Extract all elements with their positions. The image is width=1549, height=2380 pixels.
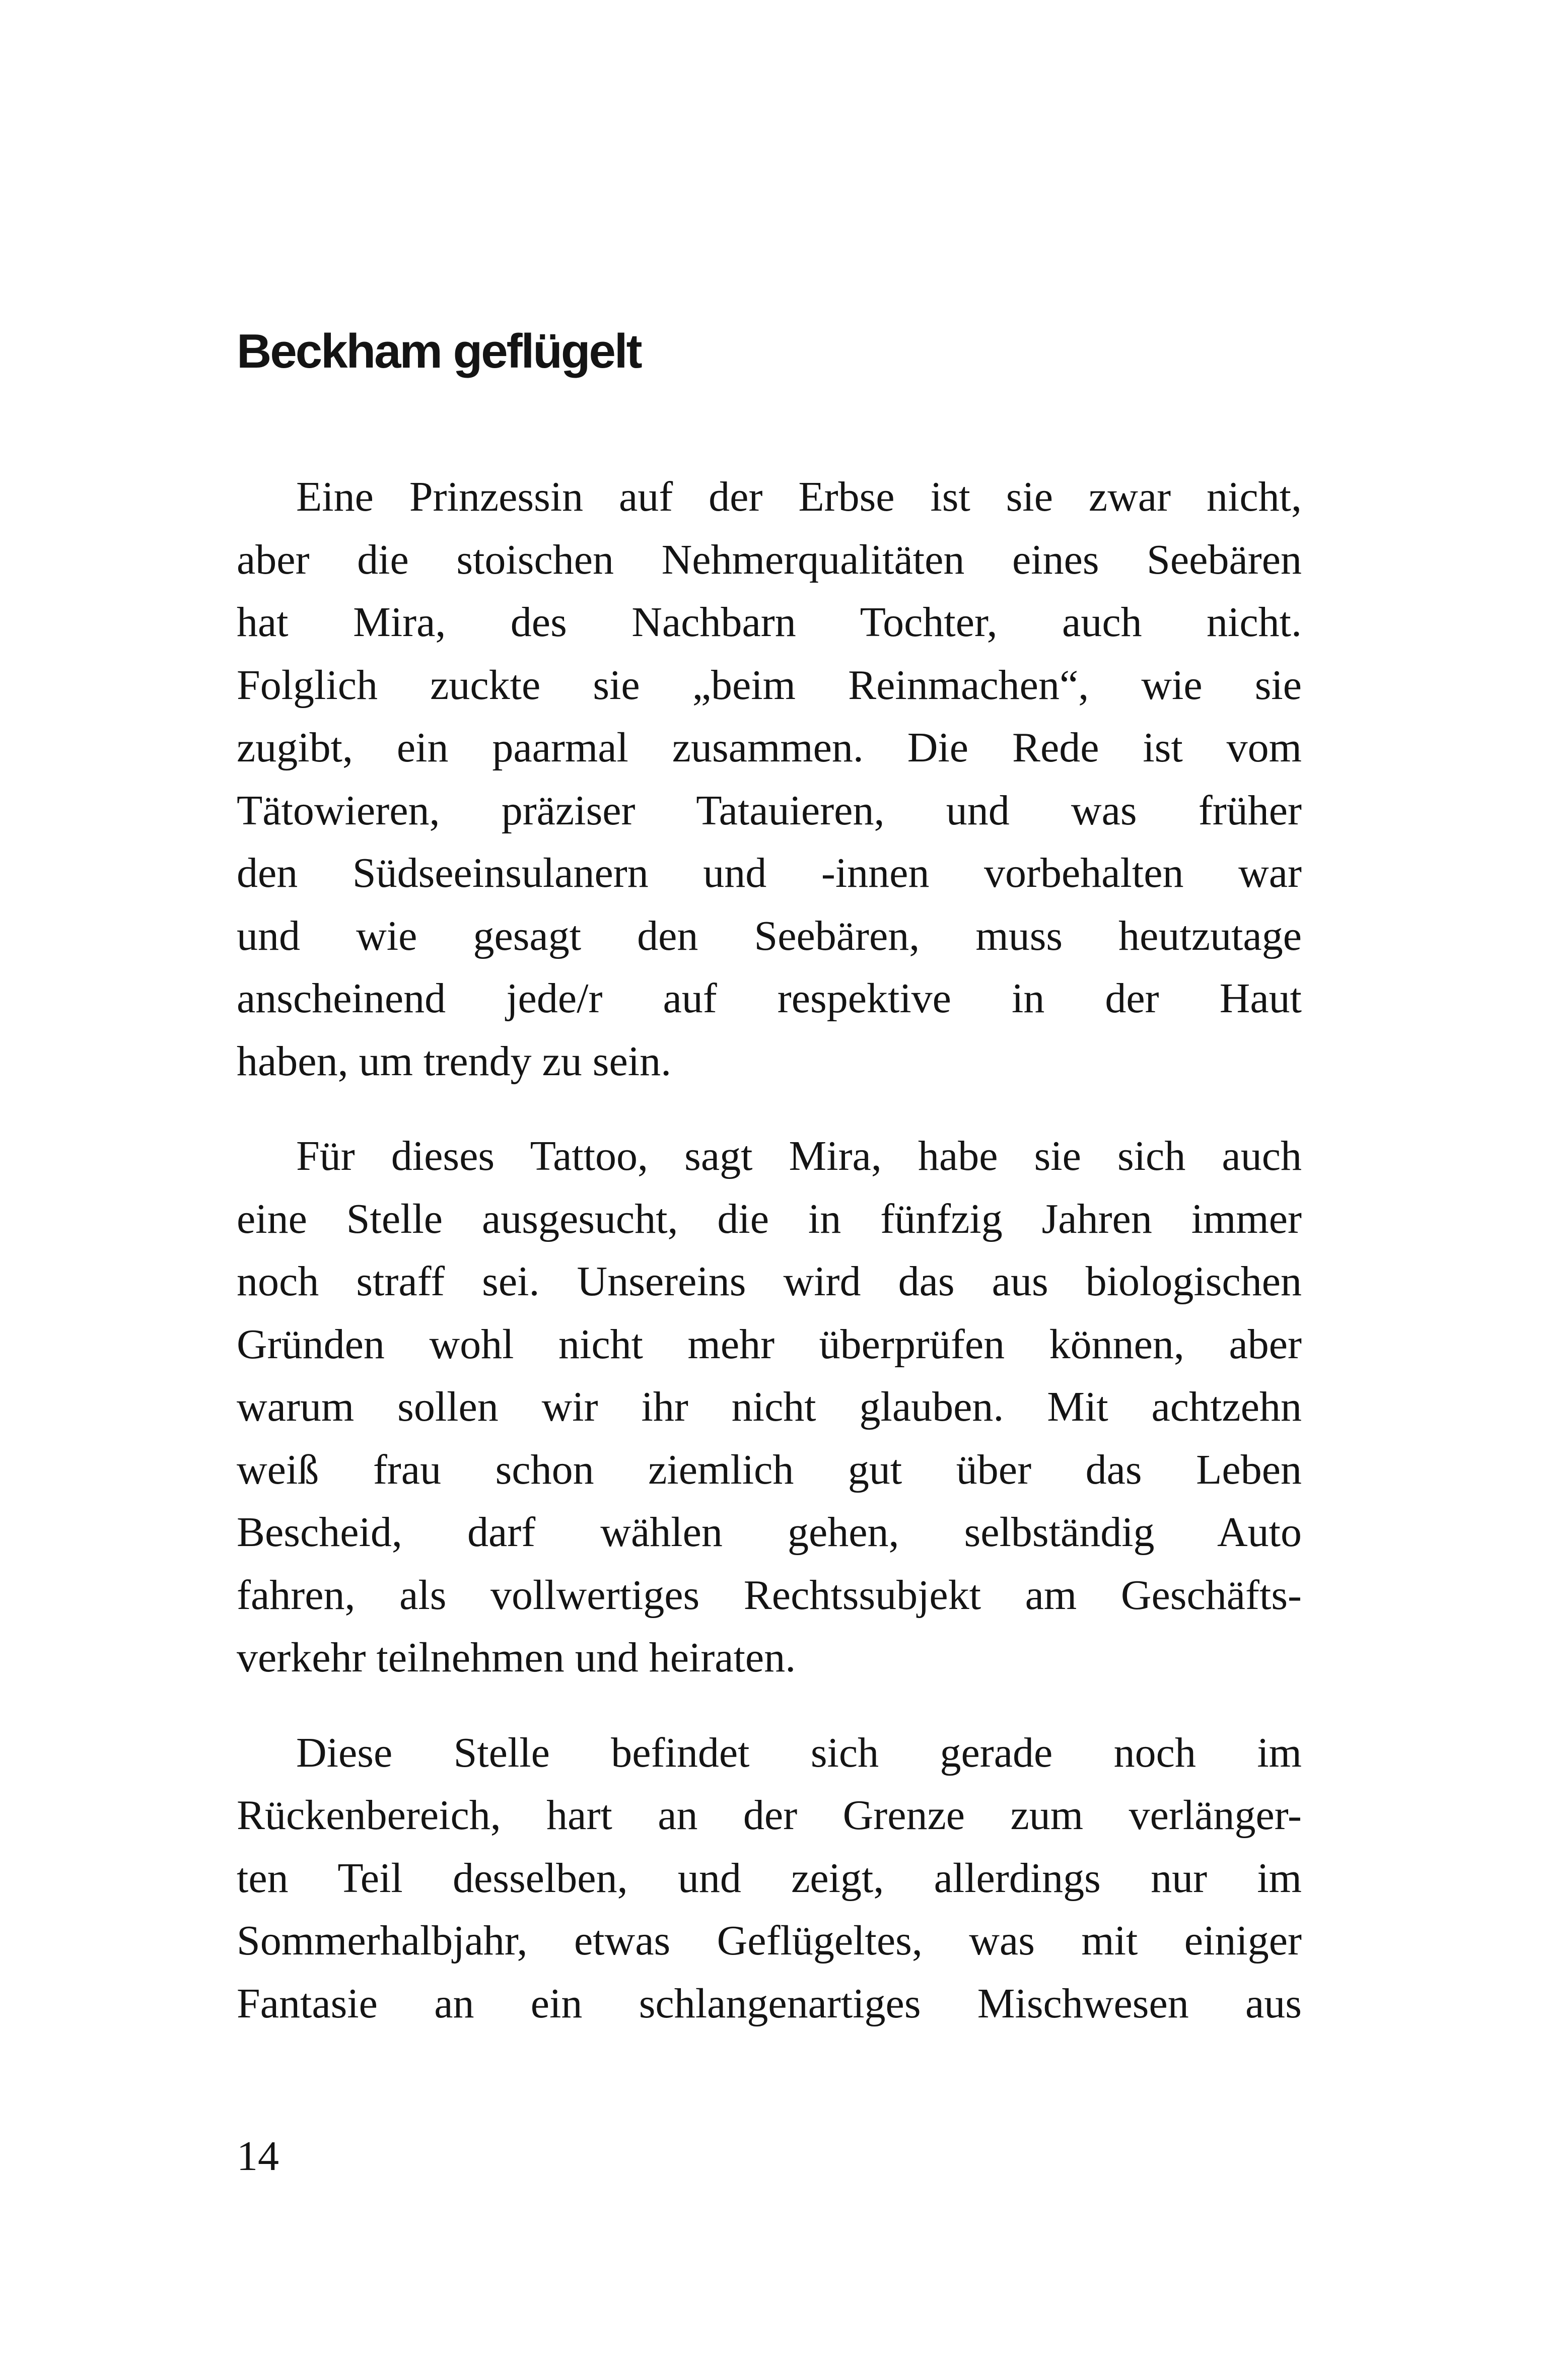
text-line: Eine Prinzessin auf der Erbse ist sie zwar nicht, <box>296 473 1302 520</box>
text-line: hat Mira, des Nachbarn Tochter, auch nicht. <box>237 599 1302 646</box>
text-line: und wie gesagt den Seebären, muss heutzutage <box>237 912 1302 959</box>
text-line: haben, um trendy zu sein. <box>237 1037 672 1085</box>
text-line: eine Stelle ausgesucht, die in fünfzig Jahren immer <box>237 1195 1302 1242</box>
text-line: fahren, als vollwertiges Rechtssubjekt am Geschäfts- <box>237 1571 1302 1619</box>
text-line: Sommerhalbjahr, etwas Geflügeltes, was mit einiger <box>237 1917 1302 1964</box>
text-line: Gründen wohl nicht mehr überprüfen können, aber <box>237 1320 1302 1368</box>
text-line: Rückenbereich, hart an der Grenze zum verlänger- <box>237 1792 1302 1839</box>
chapter-title: Beckham geflügelt <box>237 324 641 378</box>
body-text <box>237 466 1302 2067</box>
paragraph <box>237 466 1302 1093</box>
text-line: Diese Stelle befindet sich gerade noch im <box>296 1729 1302 1776</box>
text-line: weiß frau schon ziemlich gut über das Leben <box>237 1446 1302 1493</box>
text-line: Für dieses Tattoo, sagt Mira, habe sie sich auch <box>296 1133 1302 1179</box>
text-line: Fantasie an ein schlangenartiges Mischwesen aus <box>237 1980 1302 2027</box>
text-line: den Südseeinsulanern und -innen vorbehalten war <box>237 850 1302 896</box>
text-line: ten Teil desselben, und zeigt, allerdings nur im <box>237 1854 1302 1902</box>
text-line: zugibt, ein paarmal zusammen. Die Rede ist vom <box>237 724 1302 771</box>
page-number: 14 <box>237 2133 279 2180</box>
text-line: aber die stoischen Nehmerqualitäten eines Seebären <box>237 536 1302 583</box>
paragraph <box>237 1722 1302 2036</box>
text-line: Tätowieren, präziser Tatauieren, und was früher <box>237 787 1302 834</box>
text-line: verkehr teilnehmen und heiraten. <box>237 1634 796 1681</box>
text-line: Bescheid, darf wählen gehen, selbständig Auto <box>237 1509 1302 1556</box>
text-line: warum sollen wir ihr nicht glauben. Mit achtzehn <box>237 1383 1302 1430</box>
text-line: noch straff sei. Unsereins wird das aus biologischen <box>237 1258 1302 1305</box>
paragraph <box>237 1125 1302 1690</box>
text-line: Folglich zuckte sie „beim Reinmachen“, wie sie <box>237 661 1302 709</box>
text-line: anscheinend jede/r auf respektive in der Haut <box>237 975 1302 1022</box>
